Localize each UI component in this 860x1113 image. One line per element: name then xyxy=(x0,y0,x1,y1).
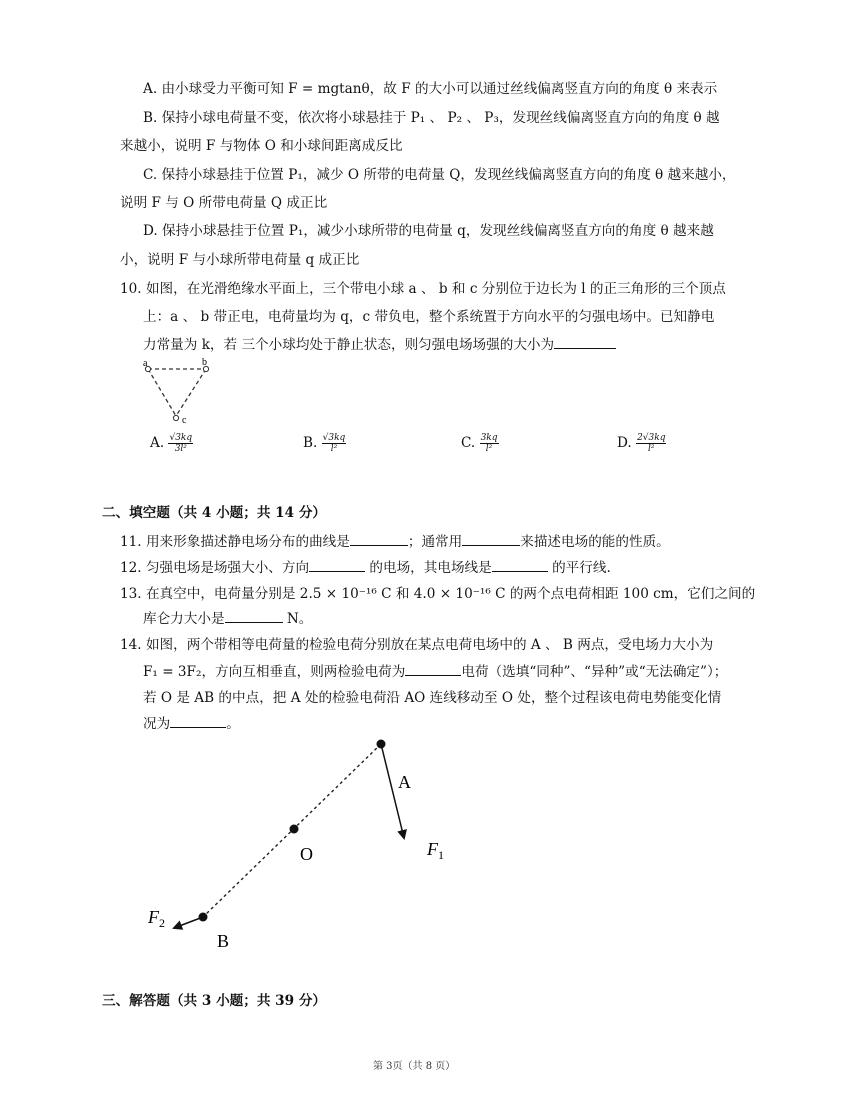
q10-label-b: b xyxy=(202,357,207,368)
q14-field-figure xyxy=(140,730,480,960)
label-f1: $F_1$ xyxy=(427,839,444,862)
q12-blank-2 xyxy=(492,559,548,572)
q11: 11. 用来形象描述静电场分布的曲线是 ；通常用 来描述电场的能的性质。 xyxy=(120,534,670,550)
q10-stem-line1: 10. 如图，在光滑绝缘水平面上，三个带电小球 a 、 b 和 c 分别位于边长为 l 的正三角形的三个顶点 xyxy=(120,281,726,297)
q10-triangle-figure xyxy=(138,355,218,427)
point-b xyxy=(199,913,208,922)
q13-line2: 库仑力大小是 N。 xyxy=(143,611,313,627)
q9-option-b-line1: B. 保持小球电荷量不变，依次将小球悬挂于 P₁ 、 P₂ 、 P₃，发现丝线偏离竖直方向的角度 θ 越 xyxy=(143,110,720,126)
label-f2: $F_2$ xyxy=(148,907,165,930)
q11-blank-1 xyxy=(350,533,408,546)
q11-blank-2 xyxy=(462,533,520,546)
q12-blank-1 xyxy=(309,559,365,572)
point-a xyxy=(377,740,386,749)
section-3-heading: 三、解答题（共 3 小题；共 39 分） xyxy=(102,993,327,1009)
q14-line3: 若 O 是 AB 的中点，把 A 处的检验电荷沿 AO 连线移动至 O 处，整个过程该电荷电势能变化情 xyxy=(143,690,722,706)
q9-option-d-line1: D. 保持小球悬挂于位置 P₁，减少小球所带的电荷量 q，发现丝线偏离竖直方向的角度 θ 越来越 xyxy=(143,223,714,239)
section-2-heading: 二、填空题（共 4 小题；共 14 分） xyxy=(102,505,327,521)
q10-label-a: a xyxy=(143,358,148,369)
q10-stem-line3: 力常量为 k，若 三个小球均处于静止状态，则匀强电场场强的大小为 xyxy=(143,336,616,354)
q9-option-b-line2: 来越小，说明 F 与物体 O 和小球间距离成反比 xyxy=(120,138,403,154)
point-o xyxy=(290,825,299,834)
q10-stem-line2: 上：a 、 b 带正电，电荷量均为 q，c 带负电，整个系统置于方向水平的匀强电场中。已知静电 xyxy=(143,309,715,325)
q14-line1: 14. 如图，两个带相等电荷量的检验电荷分别放在某点电荷电场中的 A 、 B 两点，受电场力大小为 xyxy=(120,637,714,653)
q10-option-b: B. $\frac{√3kq}{\text{l²}}$ xyxy=(303,433,346,454)
q14-blank-2 xyxy=(170,715,226,728)
q13-blank xyxy=(225,610,283,623)
q9-option-a: A. 由小球受力平衡可知 F = mgtanθ，故 F 的大小可以通过丝线偏离竖直方向的角度 θ 来表示 xyxy=(143,81,718,97)
label-o: O xyxy=(300,844,313,864)
q13-line1: 13. 在真空中，电荷量分别是 2.5 × 10⁻¹⁶ C 和 4.0 × 10⁻¹⁶ C 的两个点电荷相距 100 cm，它们之间的 xyxy=(120,586,756,602)
label-b: B xyxy=(217,931,230,951)
q12: 12. 匀强电场是场强大小、方向 的电场，其电场线是 的平行线. xyxy=(120,560,611,576)
page-footer: 第 3页（共 8 页） xyxy=(373,1061,456,1072)
q14-blank-1 xyxy=(405,663,461,676)
q14-line4: 况为 。 xyxy=(143,716,240,732)
q9-option-d-line2: 小，说明 F 与小球所带电荷量 q 成正比 xyxy=(120,252,360,268)
q9-option-c-line2: 说明 F 与 O 所带电荷量 Q 成正比 xyxy=(120,195,328,211)
q14-line2: F₁ = 3F₂，方向互相垂直，则两检验电荷为 电荷（选填“同种”、“异种”或“无法确定”）； xyxy=(143,664,728,680)
label-a: A xyxy=(398,772,411,792)
q9-option-c-line1: C. 保持小球悬挂于位置 P₁，减少 O 所带的电荷量 Q，发现丝线偏离竖直方向的角度 θ 越来越小， xyxy=(143,167,736,183)
q10-option-a: A. $\frac{√3kq}{\text{3l²}}$ xyxy=(150,433,193,454)
q10-label-c: c xyxy=(182,415,187,426)
q10-option-c: C. $\frac{3kq}{\text{l²}}$ xyxy=(461,433,498,454)
q10-answer-blank xyxy=(554,336,616,349)
q10-option-d: D. $\frac{2√3kq}{\text{l²}}$ xyxy=(617,433,666,454)
